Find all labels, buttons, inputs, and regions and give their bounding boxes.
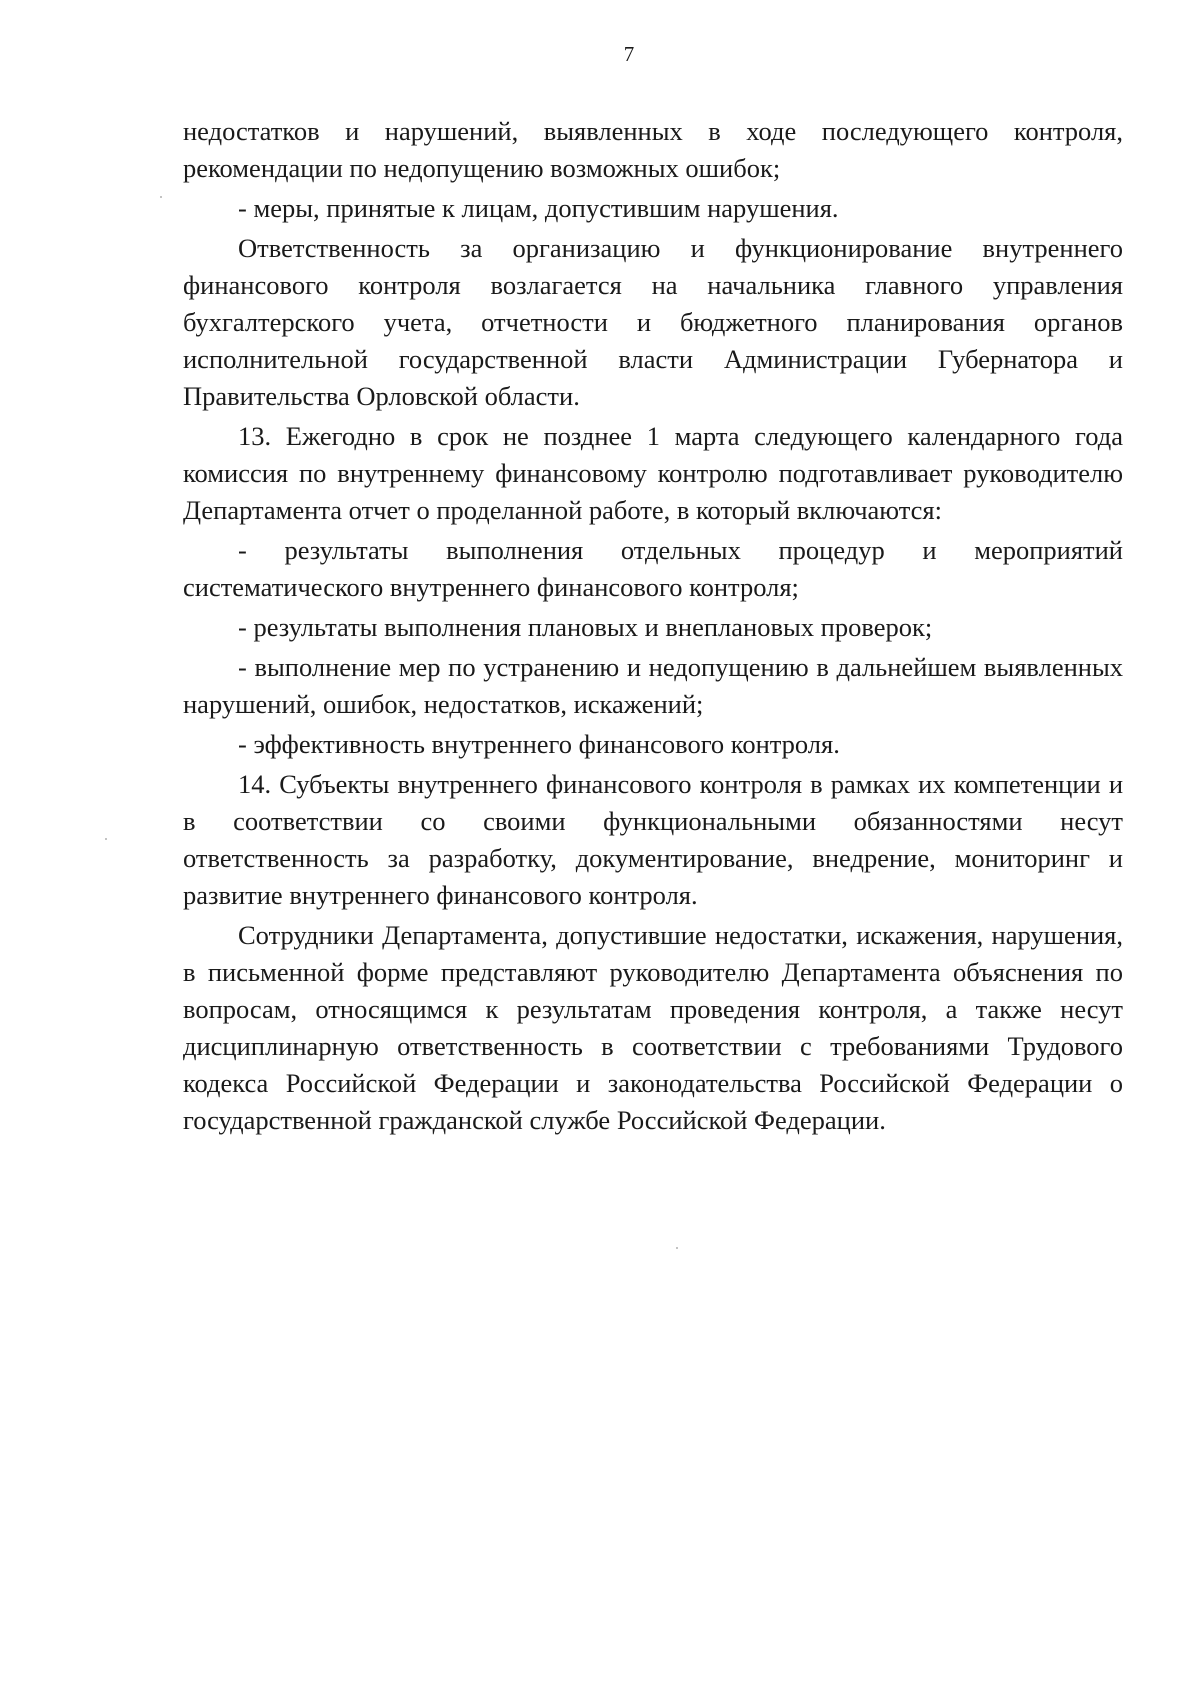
paragraph-list-item-efficiency: - эффективность внутреннего финансового контроля. xyxy=(238,729,840,759)
document-body xyxy=(183,113,1123,1139)
paragraph-measures-item: - меры, принятые к лицам, допустившим нарушения. xyxy=(238,193,839,223)
scan-speck xyxy=(676,1247,678,1249)
paragraph-item-14: 14. Субъекты внутреннего финансового контроля в рамках их компетенции и в соответствии со своими функциональными обязанностями несут ответственность за разработку, документирование, внедрение, мониторинг и развитие внутреннего финансового контроля. xyxy=(183,769,1123,910)
paragraph-list-item-measures: - выполнение мер по устранению и недопущению в дальнейшем выявленных нарушений, ошибок, недостатков, искажений; xyxy=(183,652,1123,719)
paragraph-list-item-results-inspections: - результаты выполнения плановых и внеплановых проверок; xyxy=(238,612,933,642)
paragraph-list-item-results-procedures: - результаты выполнения отдельных процедур и мероприятий систематического внутреннего финансового контроля; xyxy=(183,535,1123,602)
paragraph-continuation: недостатков и нарушений, выявленных в ходе последующего контроля, рекомендации по недопущению возможных ошибок; xyxy=(183,116,1123,183)
scan-speck xyxy=(160,196,162,198)
paragraph-employees: Сотрудники Департамента, допустившие недостатки, искажения, нарушения, в письменной форме представляют руководителю Департамента объяснения по вопросам, относящимся к результатам проведения контроля, а также несут дисциплинарную ответственность в соответствии с требованиями Трудового кодекса Российской Федерации и законодательства Российской Федерации о государственной гражданской службе Российской Федерации. xyxy=(183,920,1123,1135)
page-number: 7 xyxy=(623,42,635,66)
paragraph-item-13: 13. Ежегодно в срок не позднее 1 марта следующего календарного года комиссия по внутреннему финансовому контролю подготавливает руководителю Департамента отчет о проделанной работе, в который включаются: xyxy=(183,421,1123,525)
paragraph-responsibility: Ответственность за организацию и функционирование внутреннего финансового контроля возлагается на начальника главного управления бухгалтерского учета, отчетности и бюджетного планирования органов исполнительной государственной власти Администрации Губернатора и Правительства Орловской области. xyxy=(183,233,1123,411)
scan-speck xyxy=(105,838,107,840)
